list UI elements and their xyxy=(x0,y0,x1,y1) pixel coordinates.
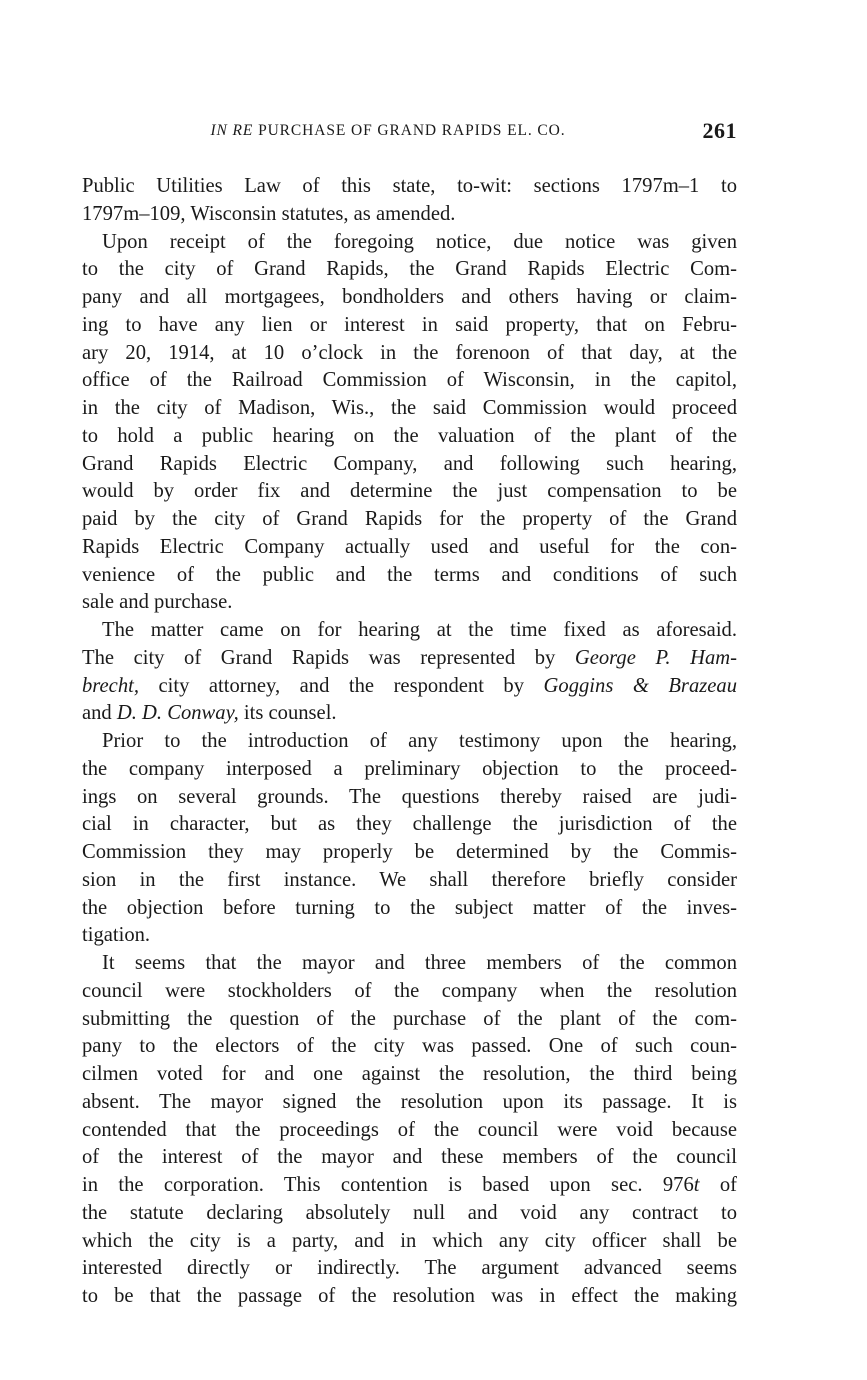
text-segment: its counsel. xyxy=(238,702,337,725)
text-line: cilmen voted for and one against the resolution, the third being xyxy=(82,1063,737,1085)
text-line: would by order fix and determine the just compensation to be xyxy=(82,480,737,503)
text-line: Commission they may properly be determined by the Commis- xyxy=(82,841,737,863)
text-line: 1797m–109, Wisconsin statutes, as amended. xyxy=(82,202,456,225)
text-line: It seems that the mayor and three members of the common xyxy=(102,952,737,974)
text-line: venience of the public and the terms and conditions of such xyxy=(82,563,737,586)
text-segment: The city of Grand Rapids was represented by xyxy=(82,646,575,669)
text-line xyxy=(82,700,737,728)
text-line: which the city is a party, and in which any city officer shall be xyxy=(82,1229,737,1252)
text-segment: and xyxy=(82,702,117,725)
running-head-text: PURCHASE OF GRAND RAPIDS EL. CO. xyxy=(253,122,566,139)
text-line: to hold a public hearing on the valuation of the plant of the xyxy=(82,424,737,447)
text-line: tigation. xyxy=(82,924,151,947)
text-segment: city attorney, and the respondent by xyxy=(139,674,544,697)
text-line: in the city of Madison, Wis., the said Commission would proceed xyxy=(82,397,737,419)
text-line: contended that the proceedings of the council were void because xyxy=(82,1118,737,1141)
text-line: paid by the city of Grand Rapids for the property of the Grand xyxy=(82,508,737,530)
text-line: office of the Railroad Commission of Wisconsin, in the capitol, xyxy=(82,369,737,392)
text-line: pany to the electors of the city was passed. One of such coun- xyxy=(82,1035,737,1058)
text-segment: of xyxy=(699,1174,737,1196)
text-line: ary 20, 1914, at 10 o’clock in the forenoon of that day, at the xyxy=(82,341,737,364)
text-line: of the interest of the mayor and these members of the council xyxy=(82,1146,737,1169)
text-line: ings on several grounds. The questions thereby raised are judi- xyxy=(82,785,737,808)
text-line: ing to have any lien or interest in said property, that on Febru- xyxy=(82,313,737,336)
counsel-name: George P. Ham- xyxy=(574,646,737,669)
counsel-name: Goggins & Brazeau xyxy=(543,674,737,697)
running-head-italic: IN RE xyxy=(210,122,254,139)
counsel-name: D. D. Conway, xyxy=(116,702,239,725)
text-line: Grand Rapids Electric Company, and following such hearing, xyxy=(82,452,737,475)
text-line: the objection before turning to the subject matter of the inves- xyxy=(82,896,737,919)
text-line: Prior to the introduction of any testimony upon the hearing, xyxy=(102,730,737,752)
text-line: the statute declaring absolutely null and void any contract to xyxy=(82,1201,737,1224)
text-line: The matter came on for hearing at the time fixed as aforesaid. xyxy=(102,619,737,641)
text-line: absent. The mayor signed the resolution upon its passage. It is xyxy=(82,1090,737,1113)
page-header xyxy=(82,118,737,148)
running-head xyxy=(82,122,694,140)
text-line xyxy=(82,1172,737,1200)
body-text xyxy=(82,173,737,1311)
text-line: interested directly or indirectly. The argument advanced seems xyxy=(82,1257,737,1280)
text-line: sion in the first instance. We shall therefore briefly consider xyxy=(82,868,737,891)
text-line: to the city of Grand Rapids, the Grand Rapids Electric Com- xyxy=(82,258,737,281)
text-segment: in the corporation. This contention is based upon sec. 976 xyxy=(82,1174,694,1196)
text-line: Upon receipt of the foregoing notice, due notice was given xyxy=(102,230,737,253)
text-line: cial in character, but as they challenge the jurisdiction of the xyxy=(82,813,737,836)
text-line: the company interposed a preliminary objection to the proceed- xyxy=(82,757,737,780)
text-line: sale and purchase. xyxy=(82,591,233,614)
text-line: submitting the question of the purchase of the plant of the com- xyxy=(82,1007,737,1030)
counsel-name: brecht, xyxy=(82,674,139,697)
text-line: Rapids Electric Company actually used and useful for the con- xyxy=(82,535,737,558)
text-line: to be that the passage of the resolution was in effect the making xyxy=(82,1285,737,1307)
text-line: Public Utilities Law of this state, to-wit: sections 1797m–1 to xyxy=(82,175,737,197)
section-letter: t xyxy=(693,1174,700,1196)
text-line xyxy=(82,673,737,701)
page-number: 261 xyxy=(702,118,737,143)
text-line: pany and all mortgagees, bondholders and others having or claim- xyxy=(82,286,737,308)
text-line: council were stockholders of the company when the resolution xyxy=(82,979,737,1002)
text-line xyxy=(82,645,737,673)
